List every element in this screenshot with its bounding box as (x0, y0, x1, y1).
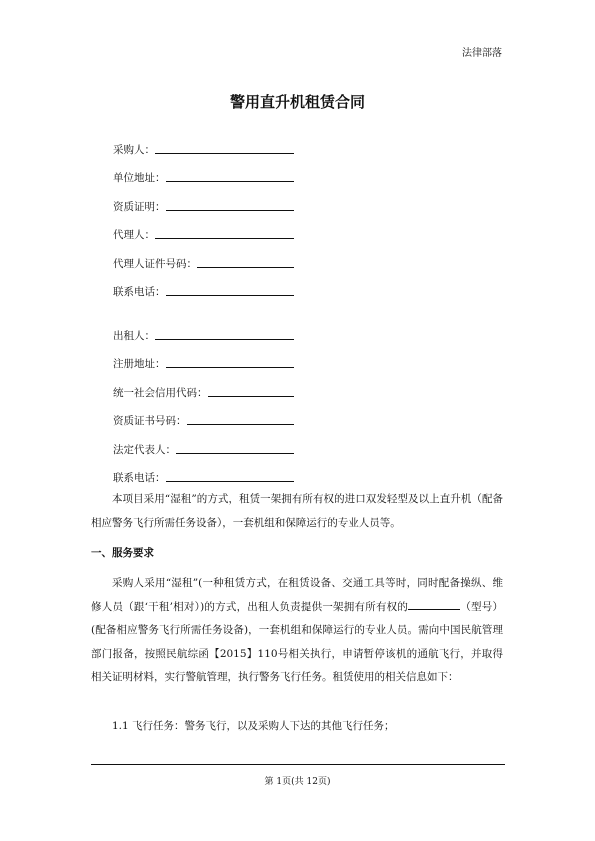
page-number: 第 1页(共 12页) (264, 777, 331, 787)
field-label: 单位地址： (113, 172, 166, 184)
field-credit-code (113, 371, 313, 400)
section-heading: 一、服务要求 (91, 547, 154, 559)
field-label: 代理人证件号码： (113, 257, 197, 270)
fill-line (166, 294, 295, 296)
party-fields (113, 128, 313, 485)
fill-blank (408, 599, 460, 610)
field-certificate-no (113, 400, 313, 429)
fill-line (166, 480, 295, 482)
fill-line (166, 366, 295, 368)
field-lessor (113, 314, 313, 343)
field-label: 联系电话： (113, 286, 166, 298)
field-purchaser (113, 128, 313, 157)
fill-line (155, 338, 294, 340)
field-label: 代理人： (113, 229, 155, 241)
clause-1-1: 1.1 飞行任务：警务飞行，以及采购人下达的其他飞行任务； (112, 720, 395, 732)
fill-line (155, 237, 294, 239)
paragraph-text: 采购人采用“湿租”(一种租赁方式，在租赁设备、交通工具等时，同时配备操纵、维修人员（跟‘干租’相对）)的方式，出租人负责提供一架拥有所有权的 (91, 577, 503, 613)
field-agent (113, 214, 313, 243)
field-agent-id (113, 242, 313, 271)
field-label: 法定代表人： (113, 443, 176, 456)
fill-line (208, 395, 295, 397)
field-legal-rep (113, 428, 313, 457)
field-label: 资质证明： (113, 200, 166, 213)
spacer (113, 299, 313, 314)
field-label: 注册地址： (113, 358, 166, 370)
field-label: 出租人： (113, 329, 155, 342)
service-paragraph (91, 572, 503, 690)
fill-line (187, 423, 295, 425)
field-qualification (113, 185, 313, 214)
field-label: 统一社会信用代码： (113, 386, 208, 399)
field-registered-address (113, 343, 313, 372)
field-phone-lessor (113, 457, 313, 486)
field-label: 资质证书号码： (113, 415, 187, 427)
intro-paragraph: 本项目采用“湿租”的方式，租赁一架拥有所有权的进口双发轻型及以上直升机（配备相应警务飞行所需任务设备），一套机组和保障运行的专业人员等。 (91, 493, 503, 529)
fill-line (155, 152, 294, 154)
footer-divider (91, 764, 505, 765)
header-label: 法律部落 (462, 48, 502, 59)
field-label: 采购人： (113, 143, 155, 156)
field-address (113, 157, 313, 186)
fill-line (176, 452, 294, 454)
fill-line (166, 209, 295, 211)
field-label: 联系电话： (113, 472, 166, 484)
fill-line (166, 180, 295, 182)
field-phone (113, 271, 313, 300)
document-title: 警用直升机租赁合同 (229, 93, 365, 111)
paragraph-text: （型号）(配备相应警务飞行所需任务设备)，一套机组和保障运行的专业人员。需向中国民航管理部门报备，按照民航综函【2015】110号相关执行，申请暂停该机的通航飞行，并取得相关证明材料，实行警航管理，执行警务飞行任务。租赁使用的相关信息如下： (91, 600, 503, 683)
fill-line (197, 266, 294, 268)
